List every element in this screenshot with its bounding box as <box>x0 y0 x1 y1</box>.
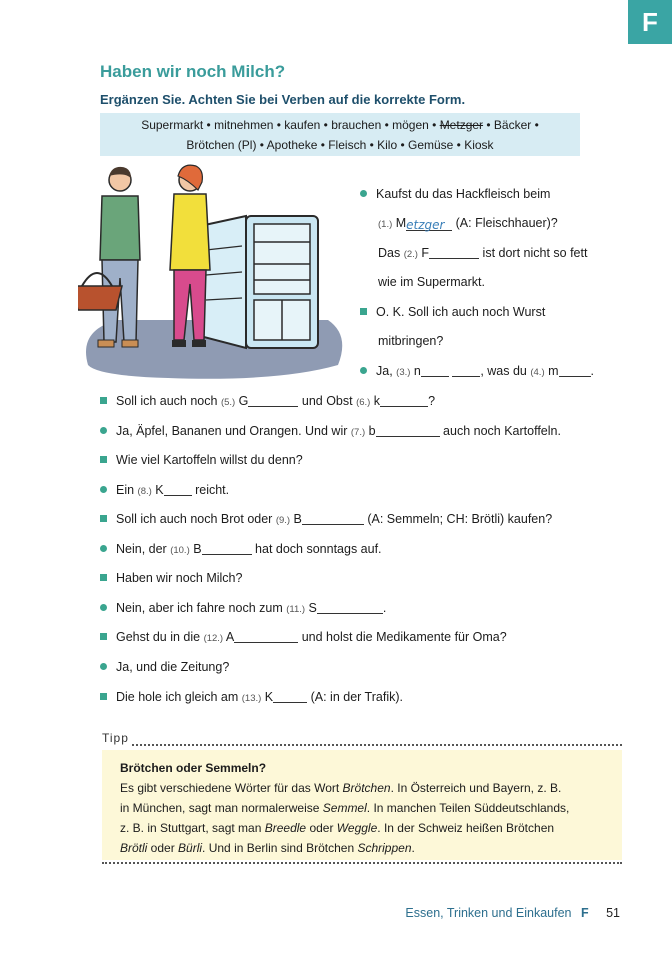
dialogue-line-18: Die hole ich gleich am (13.) K (A: in der Trafik). <box>100 690 403 704</box>
dialogue-line-9: Ja, Äpfel, Bananen und Orangen. Und wir (7.) b auch noch Kartoffeln. <box>100 424 561 438</box>
dialogue-line-17: Ja, und die Zeitung? <box>100 660 229 674</box>
dialogue-line-13: Nein, der (10.) B hat doch sonntags auf. <box>100 542 382 556</box>
exercise-instruction: Ergänzen Sie. Achten Sie bei Verben auf die korrekte Form. <box>100 92 466 107</box>
page-number: 51 <box>606 906 620 920</box>
word-box <box>100 113 580 156</box>
man-figure <box>78 167 140 347</box>
dialogue-line-16: Gehst du in die (12.) A und holst die Medikamente für Oma? <box>100 630 507 644</box>
tipp-paragraph-line-1: Es gibt verschiedene Wörter für das Wort Brötchen. In Österreich und Bayern, z. B. <box>120 781 562 795</box>
footer-letter: F <box>580 906 589 920</box>
fridge <box>200 216 318 348</box>
tipp-label: Tipp <box>102 731 129 745</box>
gap-3b[interactable] <box>452 364 480 377</box>
dialogue-line-4: wie im Supermarkt. <box>378 275 485 289</box>
bullet-square <box>360 308 367 315</box>
gap-6[interactable] <box>380 394 428 407</box>
word-box-line-1: Supermarkt • mitnehmen • kaufen • brauchen • mögen • Metzger • Bäcker • <box>141 118 539 132</box>
tipp-paragraph-line-3: z. B. in Stuttgart, sagt man Breedle oder Weggle. In der Schweiz heißen Brötchen <box>120 821 555 835</box>
gap-4[interactable] <box>559 364 591 377</box>
dialogue-line-10: Wie viel Kartoffeln willst du denn? <box>100 453 303 467</box>
gap-11[interactable] <box>317 601 383 614</box>
dialogue-line-12: Soll ich auch noch Brot oder (9.) B (A: Semmeln; CH: Brötli) kaufen? <box>100 512 552 526</box>
tipp-divider-top <box>132 744 622 746</box>
dialogue-line-8: Soll ich auch noch (5.) G und Obst (6.) k ? <box>100 394 435 408</box>
dialogue-line-11: Ein (8.) K reicht. <box>100 483 229 497</box>
tipp-paragraph-line-2: in München, sagt man normalerweise Semmel. In manchen Teilen Süddeutschlands, <box>120 801 570 815</box>
illustration-fridge-scene <box>78 160 350 382</box>
dialogue-line-2: (1.) Metzger (A: Fleischhauer)? <box>378 216 558 232</box>
gap-2[interactable] <box>429 246 479 259</box>
dialogue-line-5: O. K. Soll ich auch noch Wurst <box>360 305 545 319</box>
basket <box>78 286 122 310</box>
gap-10[interactable] <box>202 542 252 555</box>
dialogue-line-3: Das (2.) F ist dort nicht so fett <box>378 246 588 260</box>
gap-8[interactable] <box>164 483 192 496</box>
dialogue-line-1: Kaufst du das Hackfleisch beim <box>360 187 550 201</box>
tipp-title: Brötchen oder Semmeln? <box>120 761 267 775</box>
gap-13[interactable] <box>273 690 307 703</box>
chapter-tab: F <box>628 0 672 44</box>
footer-chapter: Essen, Trinken und Einkaufen <box>405 906 572 920</box>
gap-3a[interactable] <box>421 364 449 377</box>
woman-figure <box>170 165 210 347</box>
dialogue-line-14: Haben wir noch Milch? <box>100 571 242 585</box>
word-box-line-2: Brötchen (Pl) • Apotheke • Fleisch • Kilo • Gemüse • Kiosk <box>186 138 494 152</box>
dialogue-line-6: mitbringen? <box>378 334 444 348</box>
tipp-paragraph-line-4: Brötli oder Bürli. Und in Berlin sind Brötchen Schrippen. <box>120 841 415 855</box>
exercise-title: Haben wir noch Milch? <box>100 62 286 81</box>
tipp-box <box>102 750 622 860</box>
struck-word: Metzger <box>439 118 484 132</box>
bullet-circle <box>360 190 367 197</box>
page-footer <box>405 906 620 920</box>
gap-5[interactable] <box>248 394 298 407</box>
gap-12[interactable] <box>234 630 298 643</box>
gap-9[interactable] <box>302 512 364 525</box>
gap-1-answer[interactable]: etzger <box>406 218 452 231</box>
tipp-divider-bottom <box>102 862 622 864</box>
dialogue-line-7: Ja, (3.) n , was du (4.) m . <box>360 364 594 378</box>
dialogue-line-15: Nein, aber ich fahre noch zum (11.) S . <box>100 601 386 615</box>
gap-7[interactable] <box>376 424 440 437</box>
